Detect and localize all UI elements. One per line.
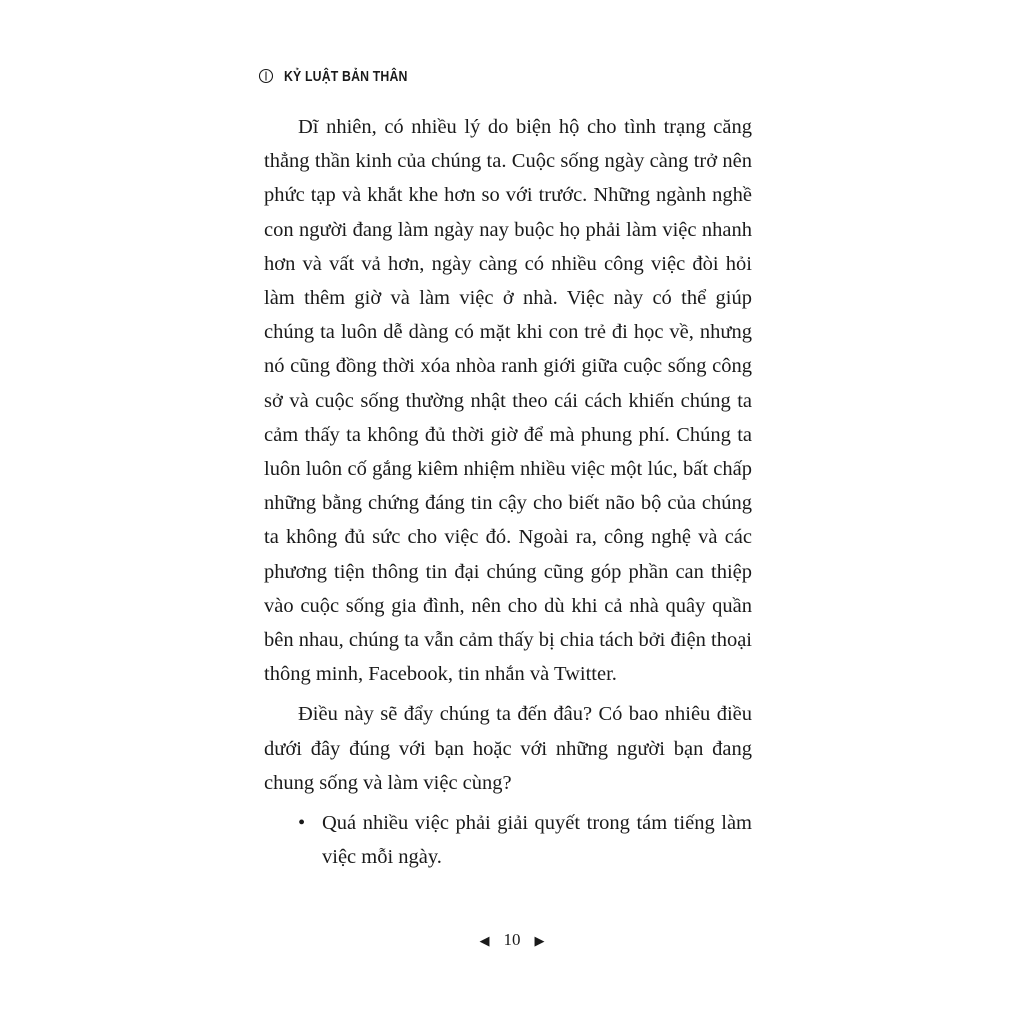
bullet-list: [264, 806, 752, 874]
page-body: [264, 110, 752, 874]
bullet-marker: •: [298, 812, 306, 835]
triangle-right-icon[interactable]: ▶: [534, 932, 545, 948]
list-item-text: Quá nhiều việc phải giải quyết trong tám tiếng làm việc mỗi ngày.: [322, 812, 752, 869]
paragraph: Dĩ nhiên, có nhiều lý do biện hộ cho tình trạng căng thẳng thần kinh của chúng ta. Cuộc sống ngày càng trở nên phức tạp và khắt khe hơn so với trước. Những ngành nghề con người đang làm ngày nay buộc họ phải làm việc nhanh hơn và vất vả hơn, ngày càng có nhiều công việc đòi hỏi làm thêm giờ và làm việc ở nhà. Việc này có thể giúp chúng ta luôn dễ dàng có mặt khi con trẻ đi học về, nhưng nó cũng đồng thời xóa nhòa ranh giới giữa cuộc sống công sở và cuộc sống thường nhật theo cái cách khiến chúng ta cảm thấy ta không đủ thời giờ để mà phung phí. Chúng ta luôn luôn cố gắng kiêm nhiệm nhiều việc một lúc, bất chấp những bằng chứng đáng tin cậy cho biết não bộ của chúng ta không đủ sức cho việc đó. Ngoài ra, công nghệ và các phương tiện thông tin đại chúng cũng góp phần can thiệp vào cuộc sống gia đình, nên cho dù khi cả nhà quây quần bên nhau, chúng ta vẫn cảm thấy bị chia tách bởi điện thoại thông minh, Facebook, tin nhắn và Twitter.: [264, 116, 752, 686]
paragraph: Điều này sẽ đẩy chúng ta đến đâu? Có bao nhiêu điều dưới đây đúng với bạn hoặc với những người bạn đang chung sống và làm việc cùng?: [264, 703, 752, 794]
list-item: [264, 806, 752, 874]
book-title: KỶ LUẬT BẢN THÂN: [284, 67, 408, 85]
page-number: 10: [503, 930, 521, 949]
triangle-left-icon[interactable]: ◀: [479, 932, 490, 948]
page-navigation: [0, 930, 1024, 950]
chapter-marker-icon: [258, 68, 274, 84]
running-head: [258, 64, 435, 88]
